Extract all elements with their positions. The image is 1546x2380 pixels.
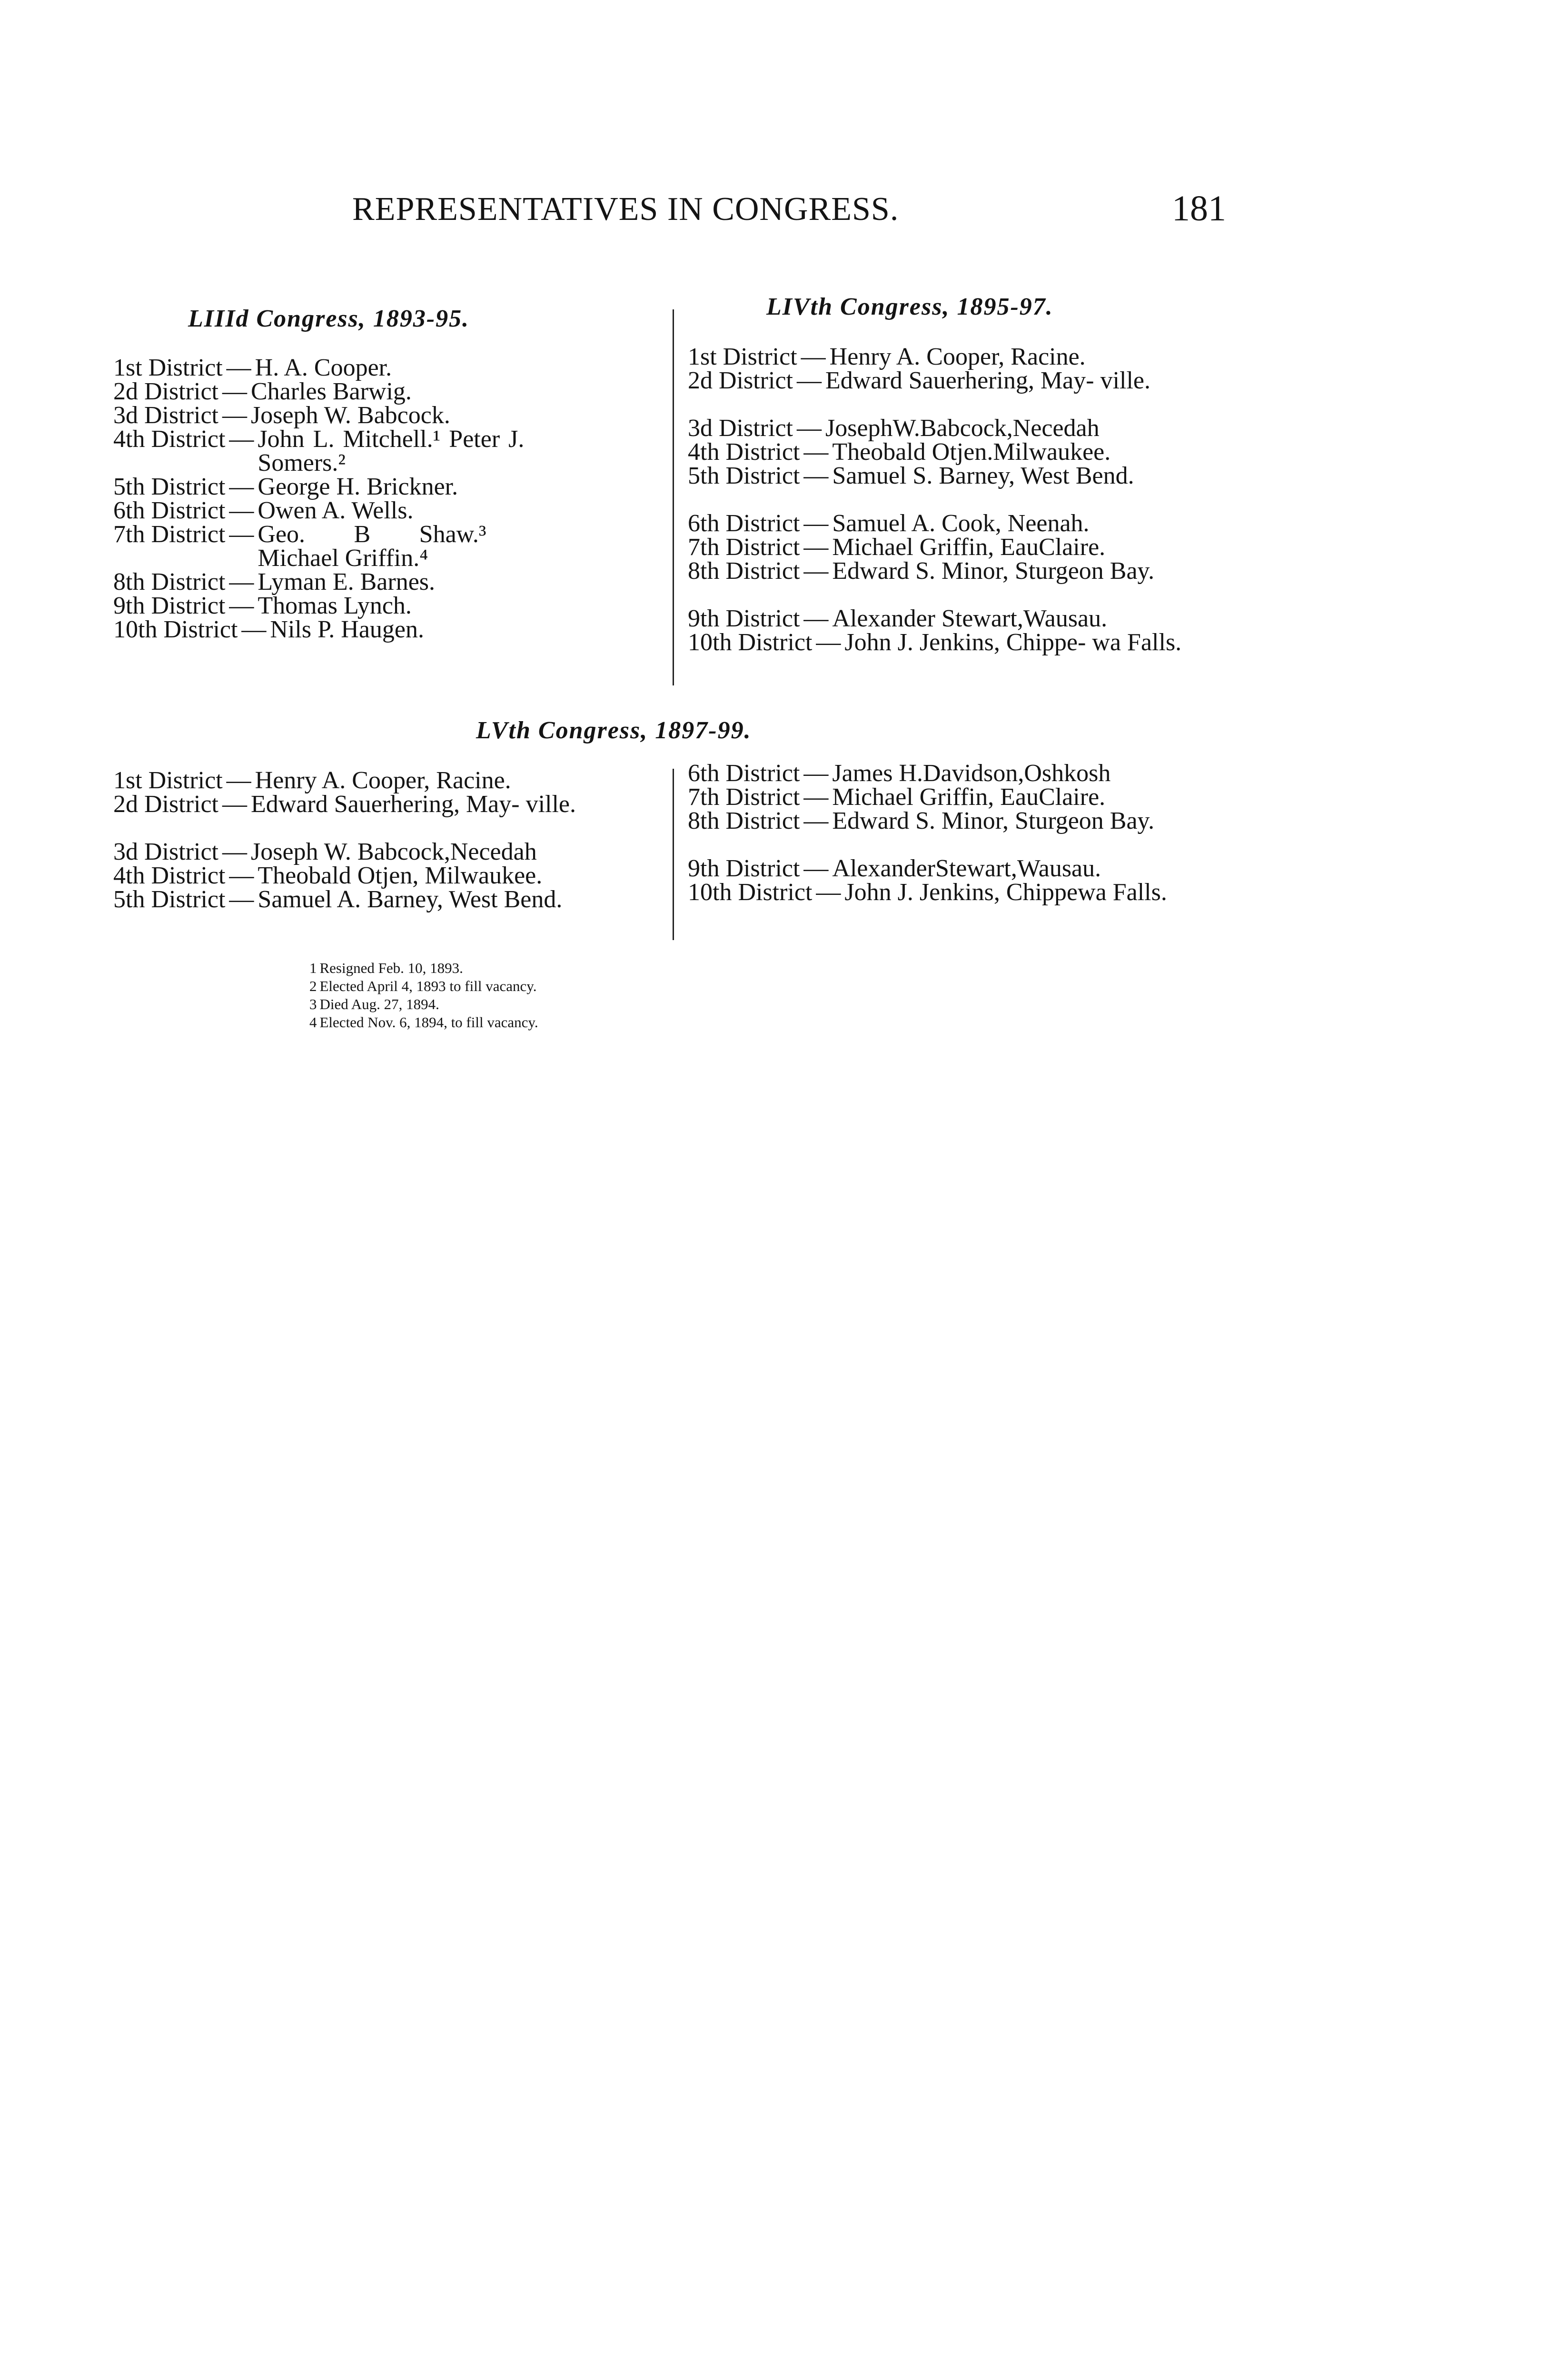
list-item: 10th District — John J. Jenkins, Chippe- wa Falls. — [688, 629, 1182, 656]
list-item: 4th District — Theobald Otjen, Milwaukee. — [113, 862, 543, 889]
list-item: 5th District — Samuel A. Barney, West Bend. — [113, 886, 563, 913]
list-item: 6th District — James H.Davidson,Oshkosh — [688, 760, 1111, 787]
list-item: 3d District — Joseph W. Babcock,Necedah — [113, 838, 537, 865]
footnote: 3 Died Aug. 27, 1894. — [309, 996, 439, 1012]
list-item: 10th District — John J. Jenkins, Chippewa Falls. — [688, 879, 1167, 906]
list-item: 1st District — Henry A. Cooper, Racine. — [113, 767, 511, 794]
list-item: 2d District — Edward Sauerhering, May- ville. — [113, 791, 576, 818]
district-list-55th-right — [688, 762, 1238, 928]
footnote: 2 Elected April 4, 1893 to fill vacancy. — [309, 978, 537, 994]
column-divider — [673, 769, 674, 940]
list-item: 3d District — Joseph W. Babcock. — [113, 402, 450, 429]
congress-heading-53rd: LIIId Congress, 1893-95. — [188, 305, 470, 332]
list-item: 1st District — Henry A. Cooper, Racine. — [688, 343, 1086, 370]
list-item: 6th District — Samuel A. Cook, Neenah. — [688, 510, 1090, 537]
list-item: 6th District — Owen A. Wells. — [113, 497, 414, 524]
list-item: 2d District — Edward Sauerhering, May- ville. — [688, 367, 1150, 394]
list-item: 3d District — JosephW.Babcock,Necedah — [688, 415, 1100, 442]
list-item: 10th District — Nils P. Haugen. — [113, 616, 424, 643]
list-item: 7th District — Michael Griffin, EauClaire. — [688, 534, 1106, 561]
list-item: 8th District — Edward S. Minor, Sturgeon Bay. — [688, 557, 1155, 585]
column-divider — [673, 309, 674, 685]
footnotes — [309, 959, 538, 1031]
list-item: 4th District — John L. Mitchell.¹ Peter J. Somers.² — [113, 426, 525, 476]
district-list-55th-left — [113, 769, 665, 935]
list-item: 8th District — Edward S. Minor, Sturgeon Bay. — [688, 807, 1155, 834]
list-item: 9th District — Alexander Stewart,Wausau. — [688, 605, 1108, 632]
list-item: 5th District — George H. Brickner. — [113, 473, 458, 500]
list-item: 1st District — H. A. Cooper. — [113, 354, 392, 381]
congress-heading-54th: LIVth Congress, 1895-97. — [766, 293, 1053, 320]
footnote: 4 Elected Nov. 6, 1894, to fill vacancy. — [309, 1014, 538, 1031]
footnote: 1 Resigned Feb. 10, 1893. — [309, 960, 463, 976]
list-item: 7th District — Geo. B Shaw.³ Michael Griffin.⁴ — [113, 521, 486, 572]
list-item: 9th District — Thomas Lynch. — [113, 592, 412, 619]
district-list-54th — [688, 345, 1238, 678]
congress-heading-55th: LVth Congress, 1897-99. — [476, 717, 752, 744]
list-item: 8th District — Lyman E. Barnes. — [113, 568, 436, 595]
list-item: 4th District — Theobald Otjen.Milwaukee. — [688, 438, 1111, 466]
list-item: 9th District — AlexanderStewart,Wausau. — [688, 855, 1101, 882]
district-list-53rd — [113, 356, 585, 642]
page-number: 181 — [1172, 188, 1226, 228]
list-item: 2d District — Charles Barwig. — [113, 378, 412, 405]
list-item: 7th District — Michael Griffin, EauClaire. — [688, 783, 1106, 811]
page-title: REPRESENTATIVES IN CONGRESS. — [352, 191, 899, 228]
list-item: 5th District — Samuel S. Barney, West Bend. — [688, 462, 1134, 489]
